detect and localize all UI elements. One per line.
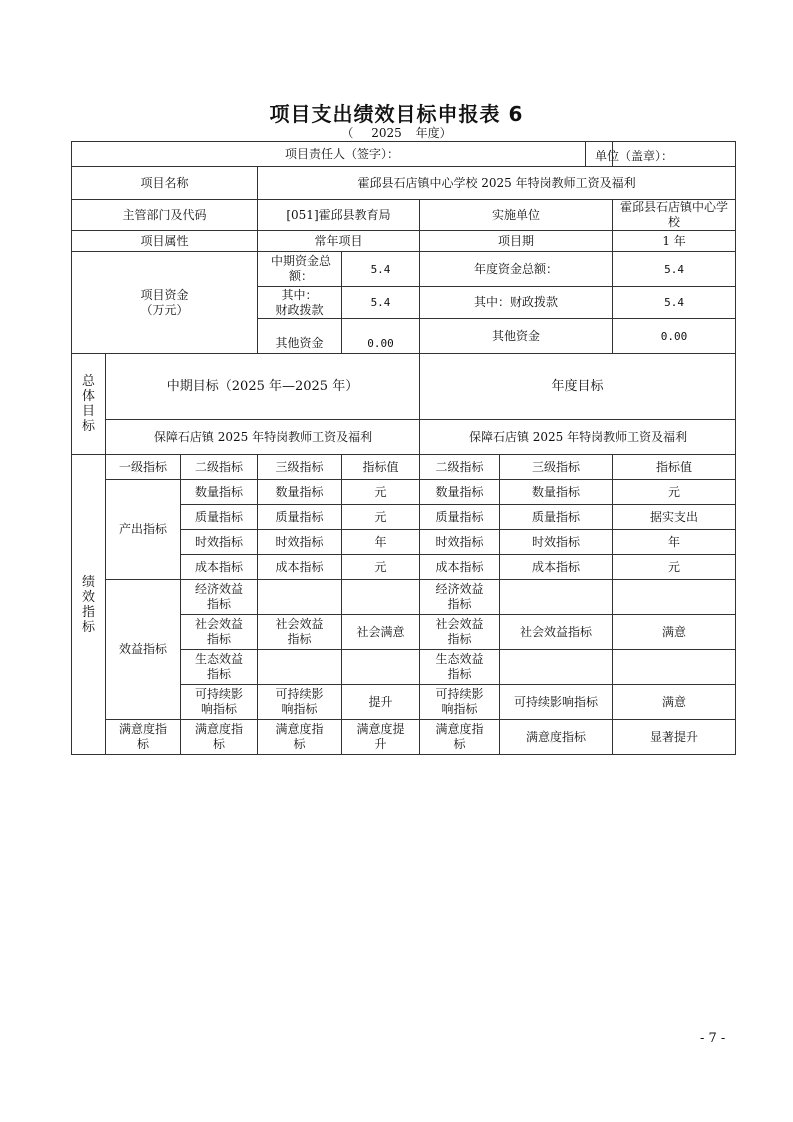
mid-goal-text: 保障石店镇 2025 年特岗教师工资及福利 (106, 420, 420, 455)
overall-char-1: 总 (81, 374, 95, 389)
output-vb: 年 (613, 530, 736, 555)
responsible-label: 项目责任人（签字）： (72, 142, 613, 167)
perf-char-1: 绩 (81, 574, 95, 590)
mid-other-label: 其他资金 (258, 319, 342, 354)
performance-goal-table (71, 141, 736, 755)
output-l2b: 成本指标 (420, 555, 500, 580)
benefit-vb: 满意 (613, 685, 736, 720)
header-level3b: 三级指标 (500, 455, 613, 480)
perf-label (72, 455, 106, 755)
funds-label-line1: 项目资金 (140, 287, 189, 302)
benefit-l3 (258, 685, 342, 720)
annual-other-label: 其他资金 (420, 319, 613, 354)
period-value: 1 年 (613, 231, 736, 252)
benefit-v (342, 580, 420, 615)
unit-divider (585, 141, 586, 167)
overall-char-2: 体 (81, 389, 95, 404)
satisfaction-v-line1: 满意度提 (356, 722, 405, 736)
benefit-l3 (258, 615, 342, 650)
benefit-v: 社会满意 (342, 615, 420, 650)
annual-other-value: 0.00 (613, 319, 736, 354)
satisfaction-l2b (420, 720, 500, 755)
overall-goal-label (72, 354, 106, 455)
output-l3: 时效指标 (258, 530, 342, 555)
mid-other-value: 0.00 (342, 319, 420, 354)
header-valueb: 指标值 (613, 455, 736, 480)
page-number: - 7 - (700, 1031, 726, 1046)
mid-fiscal-value: 5.4 (342, 287, 420, 319)
output-v: 年 (342, 530, 420, 555)
table-row (72, 580, 736, 615)
project-name-label: 项目名称 (72, 167, 258, 200)
header-level2: 二级指标 (181, 455, 258, 480)
mid-total-label: 中期资金总额： (258, 252, 342, 287)
benefit-l2b-line2: 指标 (447, 667, 472, 681)
output-l2: 数量指标 (181, 480, 258, 505)
benefit-l2b (420, 615, 500, 650)
benefit-l2b-line1: 生态效益 (435, 652, 484, 666)
satisfaction-l1 (106, 720, 181, 755)
benefit-label: 效益指标 (106, 580, 181, 720)
satisfaction-l2-line1: 满意度指 (194, 722, 243, 736)
year-line (0, 124, 793, 141)
satisfaction-l1-line1: 满意度指 (118, 722, 167, 736)
impl-label: 实施单位 (420, 200, 613, 231)
satisfaction-l3 (258, 720, 342, 755)
satisfaction-l2-line2: 标 (212, 737, 225, 751)
perf-char-2: 效 (81, 589, 95, 605)
annual-goal-text: 保障石店镇 2025 年特岗教师工资及福利 (420, 420, 736, 455)
satisfaction-l1-line2: 标 (136, 737, 149, 751)
benefit-l2b (420, 650, 500, 685)
benefit-l3-line2: 响指标 (281, 702, 318, 716)
output-l3b: 数量指标 (500, 480, 613, 505)
header-value: 指标值 (342, 455, 420, 480)
benefit-l2-line1: 可持续影 (194, 687, 243, 701)
benefit-l2-line2: 指标 (206, 597, 231, 611)
benefit-l2-line2: 响指标 (200, 702, 237, 716)
satisfaction-v-line2: 升 (374, 737, 387, 751)
benefit-l2b-line1: 社会效益 (435, 617, 484, 631)
project-name-value: 霍邱县石店镇中心学校 2025 年特岗教师工资及福利 (258, 167, 736, 200)
satisfaction-l3b: 满意度指标 (500, 720, 613, 755)
satisfaction-l3-line2: 标 (293, 737, 306, 751)
satisfaction-l2b-line1: 满意度指 (435, 722, 484, 736)
mid-total-value: 5.4 (342, 252, 420, 287)
benefit-l3-line1: 社会效益 (275, 617, 324, 631)
benefit-l2b (420, 580, 500, 615)
benefit-l3b (500, 580, 613, 615)
output-l3: 成本指标 (258, 555, 342, 580)
annual-goal-header: 年度目标 (420, 354, 736, 420)
benefit-l2b (420, 685, 500, 720)
dept-value: [051]霍邱县教育局 (258, 200, 420, 231)
benefit-vb (613, 580, 736, 615)
benefit-l2-line1: 社会效益 (194, 617, 243, 631)
dept-label: 主管部门及代码 (72, 200, 258, 231)
benefit-l2 (181, 685, 258, 720)
year-open: （ (341, 126, 354, 140)
annual-total-label: 年度资金总额： (420, 252, 613, 287)
benefit-l3 (258, 650, 342, 685)
benefit-l2-line2: 指标 (206, 667, 231, 681)
period-label: 项目期 (420, 231, 613, 252)
benefit-vb (613, 650, 736, 685)
mid-goal-header: 中期目标（2025 年—2025 年） (106, 354, 420, 420)
benefit-vb: 满意 (613, 615, 736, 650)
benefit-l2b-line1: 可持续影 (435, 687, 484, 701)
output-l2: 时效指标 (181, 530, 258, 555)
benefit-l3b: 社会效益指标 (500, 615, 613, 650)
impl-value: 霍邱县石店镇中心学校 (613, 200, 736, 231)
perf-char-4: 标 (81, 619, 95, 635)
benefit-l3 (258, 580, 342, 615)
output-vb: 元 (613, 480, 736, 505)
year-value: 2025 (371, 126, 402, 140)
table-row (72, 720, 736, 755)
annual-fiscal-value: 5.4 (613, 287, 736, 319)
mid-fiscal-label-2: 财政拨款 (275, 302, 324, 317)
funds-label (72, 252, 258, 354)
mid-fiscal-label (258, 287, 342, 319)
mid-fiscal-label-1: 其中： (281, 287, 318, 302)
satisfaction-l3-line1: 满意度指 (275, 722, 324, 736)
output-l3b: 质量指标 (500, 505, 613, 530)
benefit-l2 (181, 615, 258, 650)
page-title: 项目支出绩效目标申报表 6 (269, 102, 524, 126)
benefit-l2b-line2: 指标 (447, 632, 472, 646)
year-suffix: 年度） (415, 126, 452, 140)
output-vb: 元 (613, 555, 736, 580)
benefit-l2 (181, 650, 258, 685)
benefit-l2-line1: 生态效益 (194, 652, 243, 666)
attr-value: 常年项目 (258, 231, 420, 252)
satisfaction-l2 (181, 720, 258, 755)
benefit-l2-line2: 指标 (206, 632, 231, 646)
benefit-l3b: 可持续影响指标 (500, 685, 613, 720)
benefit-l2 (181, 580, 258, 615)
output-l2b: 数量指标 (420, 480, 500, 505)
benefit-l3b (500, 650, 613, 685)
output-l3b: 时效指标 (500, 530, 613, 555)
annual-total-value: 5.4 (613, 252, 736, 287)
output-l3b: 成本指标 (500, 555, 613, 580)
attr-label: 项目属性 (72, 231, 258, 252)
output-label: 产出指标 (106, 480, 181, 580)
benefit-l3-line1: 可持续影 (275, 687, 324, 701)
satisfaction-l2b-line2: 标 (453, 737, 466, 751)
satisfaction-vb: 显著提升 (613, 720, 736, 755)
benefit-v: 提升 (342, 685, 420, 720)
table-row (72, 480, 736, 505)
header-level3: 三级指标 (258, 455, 342, 480)
output-v: 元 (342, 555, 420, 580)
output-v: 元 (342, 480, 420, 505)
annual-fiscal-label: 其中：财政拨款 (420, 287, 613, 319)
overall-char-3: 目 (81, 404, 95, 419)
benefit-v (342, 650, 420, 685)
benefit-l2b-line2: 指标 (447, 597, 472, 611)
output-l2b: 质量指标 (420, 505, 500, 530)
unit-label-text: 单位（盖章）： (595, 149, 674, 163)
benefit-l2b-line2: 响指标 (441, 702, 478, 716)
output-l2b: 时效指标 (420, 530, 500, 555)
output-vb: 据实支出 (613, 505, 736, 530)
output-l3: 数量指标 (258, 480, 342, 505)
output-l2: 质量指标 (181, 505, 258, 530)
benefit-l2-line1: 经济效益 (194, 582, 243, 596)
output-l2: 成本指标 (181, 555, 258, 580)
funds-label-line2: （万元） (140, 302, 189, 317)
perf-char-3: 指 (81, 604, 95, 620)
overall-char-4: 标 (81, 419, 95, 434)
satisfaction-v (342, 720, 420, 755)
header-level2b: 二级指标 (420, 455, 500, 480)
benefit-l3-line2: 指标 (287, 632, 312, 646)
benefit-l2b-line1: 经济效益 (435, 582, 484, 596)
output-v: 元 (342, 505, 420, 530)
header-level1: 一级指标 (106, 455, 181, 480)
output-l3: 质量指标 (258, 505, 342, 530)
